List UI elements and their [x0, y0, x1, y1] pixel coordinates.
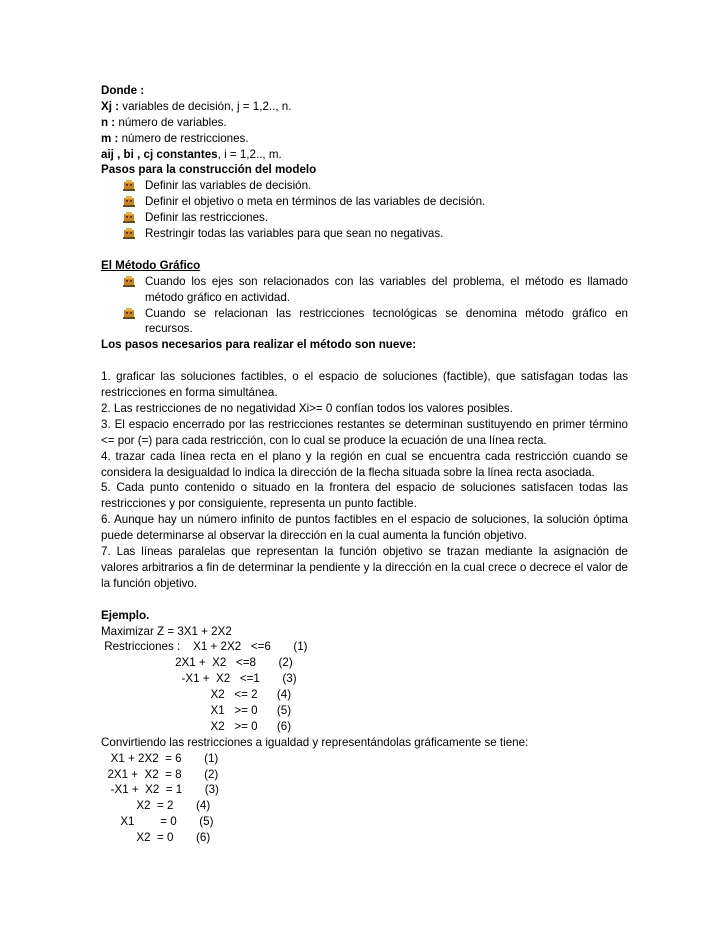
def-xj: Xj : variables de decisión, j = 1,2.., n.	[101, 99, 292, 113]
donde-heading: Donde :	[101, 84, 145, 97]
numbered-paragraph: 3. El espacio encerrado por las restricciones restantes se determinan sustituyendo en primer término <= por (=) para cada restricción, con lo cual se produce la ecuación de una línea recta.	[101, 417, 628, 447]
def-constants: aij , bi , cj constantes, i = 1,2.., m.	[101, 147, 282, 161]
convirtiendo-text: Convirtiendo las restricciones a igualdad y representándolas gráficamente se tiene:	[101, 735, 529, 749]
numbered-paragraph: 1. graficar las soluciones factibles, o el espacio de soluciones (factible), que satisfagan todas las restricciones en forma simultánea.	[101, 370, 628, 399]
list-item: Cuando los ejes son relacionados con las variables del problema, el método es llamado método gráfico en actividad.	[101, 274, 628, 306]
list-item: Cuando se relacionan las restricciones tecnológicas se denomina método gráfico en recursos.	[101, 306, 628, 338]
list-item: Definir las restricciones.	[101, 210, 628, 226]
def-n: n : número de variables.	[101, 115, 227, 129]
bullet-icon	[123, 180, 135, 191]
bullet-icon	[123, 196, 135, 207]
numbered-paragraph: 5. Cada punto contenido o situado en la frontera del espacio de soluciones satisfacen todas las restricciones y por consiguiente, representa un punto factible.	[101, 481, 628, 511]
equality-line: X1 = 0 (5)	[101, 815, 214, 829]
equality-line: X2 = 2 (4)	[101, 799, 211, 813]
constraint-line: X2 >= 0 (6)	[101, 719, 292, 733]
equality-line: X2 = 0 (6)	[101, 831, 211, 845]
equality-line: X1 + 2X2 = 6 (1)	[101, 751, 219, 765]
equality-line: -X1 + X2 = 1 (3)	[101, 783, 219, 797]
constraint-line: X2 <= 2 (4)	[101, 688, 292, 702]
numbered-paragraph: 6. Aunque hay un número infinito de puntos factibles en el espacio de soluciones, la solución óptima puede determinarse al observar la dirección en la cual aumenta la función objetivo.	[101, 513, 628, 543]
numbered-paragraph: 7. Las líneas paralelas que representan la función objetivo se trazan mediante la asignación de valores arbitrarios a fin de determinar la pendiente y la dirección en la cual crece o decrece el valor de la función objetivo.	[101, 545, 628, 590]
bullet-icon	[123, 212, 135, 223]
bullet-icon	[123, 228, 135, 239]
metodo-heading: El Método Gráfico	[101, 258, 201, 272]
numbered-paragraph: 2. Las restricciones de no negatividad Xi>= 0 confían todos los valores posibles.	[101, 401, 513, 415]
ejemplo-heading: Ejemplo.	[101, 608, 150, 622]
list-item: Definir el objetivo o meta en términos de las variables de decisión.	[101, 194, 628, 210]
document-body	[101, 83, 628, 846]
list-item: Restringir todas las variables para que sean no negativas.	[101, 226, 628, 242]
constraint-line: 2X1 + X2 <=8 (2)	[101, 656, 293, 670]
objective-function: Maximizar Z = 3X1 + 2X2	[101, 624, 232, 638]
constraint-line: X1 >= 0 (5)	[101, 704, 292, 718]
constraint-line: Restricciones : X1 + 2X2 <=6 (1)	[101, 640, 308, 654]
equality-line: 2X1 + X2 = 8 (2)	[101, 767, 219, 781]
numbered-paragraph: 4. trazar cada línea recta en el plano y la región en cual se encuentra cada restricción cuando se considera la desigualdad lo indica la dirección de la flecha situada sobre la línea recta asociada.	[101, 449, 628, 479]
list-item: Definir las variables de decisión.	[101, 178, 628, 194]
def-m: m : número de restricciones.	[101, 131, 249, 145]
pasos-nueve-heading: Los pasos necesarios para realizar el método son nueve:	[101, 338, 417, 352]
bullet-icon	[123, 308, 135, 319]
pasos-heading: Pasos para la construcción del modelo	[101, 163, 317, 177]
constraint-line: -X1 + X2 <=1 (3)	[101, 672, 297, 686]
bullet-icon	[123, 276, 135, 287]
